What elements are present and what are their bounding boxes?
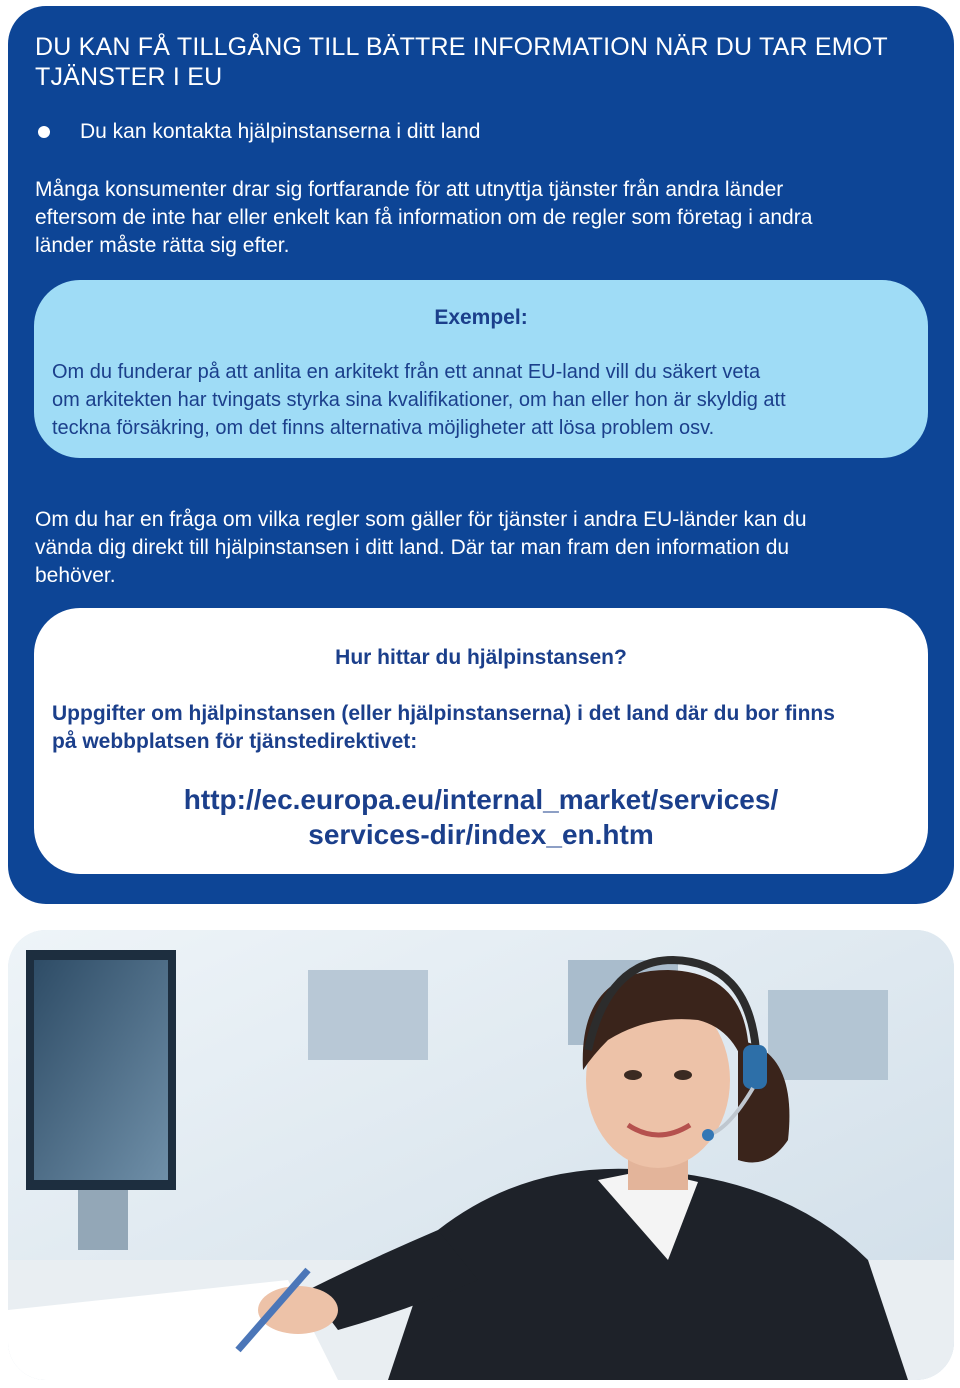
background-monitor: [768, 990, 888, 1080]
intro-line: länder måste rätta sig efter.: [35, 234, 290, 257]
example-line: om arkitekten har tvingats styrka sina kvalifikationer, om han eller hon är skyldig att: [52, 389, 786, 411]
call-center-illustration: [8, 930, 954, 1380]
example-box: [34, 280, 928, 458]
question-paragraph: [35, 506, 935, 590]
bullet-dot-icon: [38, 126, 50, 138]
question-line: vända dig direkt till hjälpinstansen i ditt land. Där tar man fram den information du: [35, 536, 790, 559]
url-line-2[interactable]: services-dir/index_en.htm: [308, 819, 654, 850]
question-line: behöver.: [35, 564, 116, 587]
title-line-2: TJÄNSTER I EU: [35, 63, 223, 91]
background-monitor: [308, 970, 428, 1060]
info-box: [34, 608, 928, 874]
bullet-item: [38, 118, 480, 146]
bullet-text: Du kan kontakta hjälpinstanserna i ditt land: [80, 120, 481, 143]
url-line-1[interactable]: http://ec.europa.eu/internal_market/services/: [183, 784, 779, 815]
question-line: Om du har en fråga om vilka regler som gäller för tjänster i andra EU-länder kan du: [35, 508, 807, 531]
title-line-1: DU KAN FÅ TILLGÅNG TILL BÄTTRE INFORMATION NÄR DU TAR EMOT: [35, 33, 888, 61]
intro-line: Många konsumenter drar sig fortfarande för att utnyttja tjänster från andra länder: [35, 178, 784, 201]
intro-paragraph: [35, 176, 935, 260]
info-panel: [8, 6, 954, 904]
services-url-link[interactable]: [34, 782, 928, 852]
info-body: [52, 700, 920, 756]
info-line: Uppgifter om hjälpinstansen (eller hjälpinstanserna) i det land där du bor finns: [52, 702, 835, 725]
call-center-photo: [8, 930, 954, 1380]
example-line: Om du funderar på att anlita en arkitekt från ett annat EU-land vill du säkert veta: [52, 361, 761, 383]
info-heading: Hur hittar du hjälpinstansen?: [335, 646, 627, 669]
example-body: [52, 358, 920, 442]
example-heading: Exempel:: [434, 306, 528, 329]
page-title: [35, 32, 935, 92]
intro-line: eftersom de inte har eller enkelt kan få information om de regler som företag i andra: [35, 206, 813, 229]
info-line: på webbplatsen för tjänstedirektivet:: [52, 730, 418, 753]
example-line: teckna försäkring, om det finns alternativa möjligheter att lösa problem osv.: [52, 417, 715, 439]
